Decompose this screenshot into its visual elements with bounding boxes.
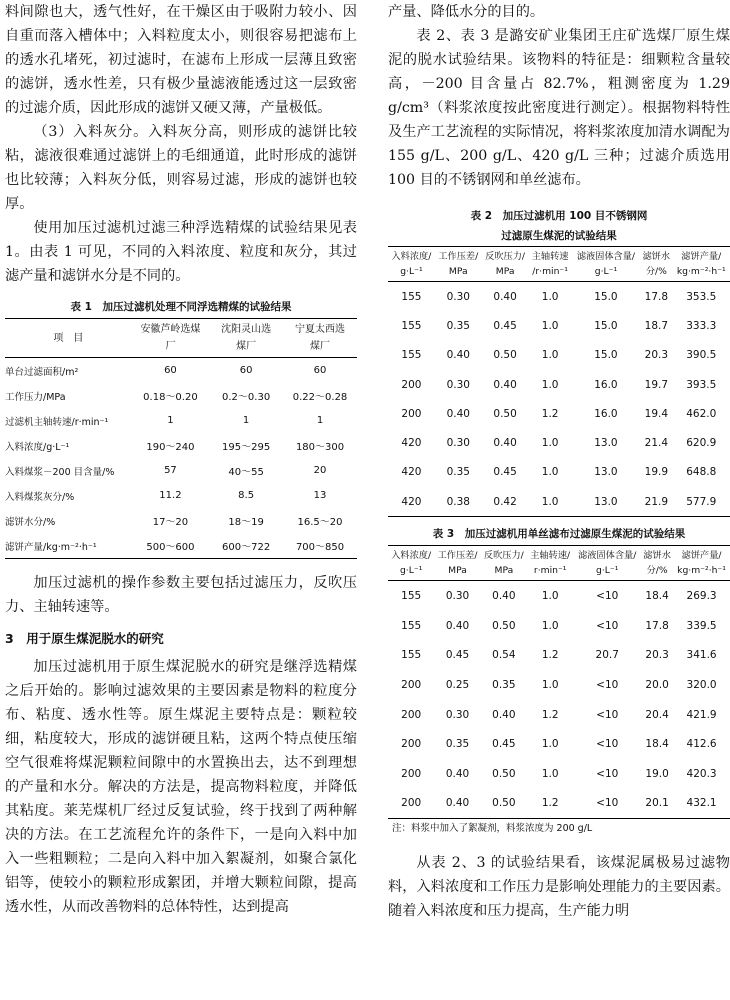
table-cell: 200 <box>401 797 422 810</box>
table-header-line: MPa <box>448 266 468 277</box>
table-header-line: 滤饼产量/ <box>681 251 722 262</box>
table-header-cell <box>388 546 434 581</box>
table-header-line: 滤饼产量/ <box>681 550 722 562</box>
table-header-line: 工作压差/ <box>437 550 478 562</box>
table-cell: 333.3 <box>686 319 717 332</box>
table-header-cell <box>527 546 573 581</box>
table3-note: 注：料浆中加入了絮凝剂，料浆浓度为 200 g/L <box>392 823 593 835</box>
table-cell: 200 <box>401 738 422 751</box>
table-cell: 700～850 <box>295 542 345 553</box>
table-cell: 1 <box>167 415 174 426</box>
table-cell: 339.5 <box>686 619 717 632</box>
left-column <box>5 0 357 1000</box>
table-row <box>388 700 730 730</box>
paragraph-tables-intro: 表 2、表 3 是潞安矿业集团王庄矿选煤厂原生煤泥的脱水试验结果。该物料的特征是：细颗粒含量较高，－200 目含量占 82.7%，粗测密度为 1.29 g/cm³（料浆浓度按此密度进行测定）。根据物料特性及生产工艺流程的实际情况，将料浆浓度加清水调配为 155 g/L、200 g/L、420 g/L 三种；过滤介质选用 100 目的不锈钢网和单丝滤布。 <box>388 28 730 188</box>
table-header-cell <box>673 247 730 282</box>
table-cell: 21.4 <box>644 437 669 450</box>
table-cell: 0.45 <box>493 319 517 332</box>
table-cell: 0.30 <box>445 590 470 603</box>
table-cell: <10 <box>596 590 619 603</box>
table-row <box>388 789 730 819</box>
table-cell: 13.0 <box>594 437 618 450</box>
table-header-line: kg·m⁻²·h⁻¹ <box>677 565 726 577</box>
table-header-cell <box>435 247 482 282</box>
table-cell: <10 <box>596 797 619 810</box>
table-header-line: 分/% <box>645 266 667 277</box>
table-header-line: 滤饼水 <box>642 251 671 262</box>
table-cell: 18.4 <box>645 738 669 751</box>
table3-body <box>388 581 730 819</box>
table-cell: 13.0 <box>594 466 618 479</box>
table-cell: 1.2 <box>541 797 559 810</box>
table-header-cell <box>640 247 672 282</box>
table-header-line: g·L⁻¹ <box>399 565 423 577</box>
table-row <box>388 399 730 428</box>
table-row <box>5 358 357 384</box>
table-cell: 0.35 <box>492 678 516 691</box>
table-row <box>388 311 730 340</box>
table-cell: 269.3 <box>686 590 717 603</box>
table-cell: 0.50 <box>492 797 516 810</box>
table-cell: 入料煤浆－200 目含量/% <box>5 466 115 478</box>
table-cell: 0.22～0.28 <box>292 392 348 403</box>
table-cell: 0.40 <box>492 590 516 603</box>
table-row <box>5 408 357 433</box>
table1-header-lingshan: 沈阳灵山选煤厂 <box>209 319 283 358</box>
table-cell: 341.6 <box>686 649 717 662</box>
table1-body <box>5 358 357 559</box>
table-cell: 0.18～0.20 <box>143 392 198 403</box>
table-cell: 1.0 <box>541 767 559 780</box>
table-cell: 13.0 <box>594 495 618 508</box>
paragraph-results-discussion: 从表 2、3 的试验结果看，该煤泥属极易过滤物料，入料浓度和工作压力是影响处理能力的主要因素。随着入料浓度和压力提高，生产能力明 <box>388 855 730 920</box>
table-cell: 462.0 <box>686 407 717 420</box>
table-row <box>5 458 357 483</box>
table-cell: 0.45 <box>492 738 516 751</box>
table-cell: 20.4 <box>645 708 669 721</box>
table-header-line: 滤液固体含量/ <box>576 251 636 262</box>
table-row <box>388 341 730 370</box>
table-cell: 420.3 <box>686 767 717 780</box>
table-cell: 390.5 <box>686 349 717 362</box>
table-header-cell <box>529 247 572 282</box>
table-cell: 15.0 <box>594 349 618 362</box>
table-row <box>388 487 730 517</box>
table-cell: 18.7 <box>644 319 669 332</box>
table1-caption: 表 1 加压过滤机处理不同浮选精煤的试验结果 <box>70 301 292 313</box>
table-header-cell <box>572 247 640 282</box>
paragraph-purpose: 产量、降低水分的目的。 <box>388 4 545 20</box>
table-cell: 滤饼产量/kg·m⁻²·h⁻¹ <box>5 541 97 553</box>
table2-caption-line2: 过滤原生煤泥的试验结果 <box>501 230 617 242</box>
table-cell: 1.0 <box>541 290 559 303</box>
table-cell: 0.38 <box>446 495 470 508</box>
table-cell: 320.0 <box>686 678 717 691</box>
table-header-line: 反吹压力/ <box>483 550 524 562</box>
table-cell: 0.50 <box>492 767 516 780</box>
table-cell: <10 <box>596 738 619 751</box>
table-cell: 195～295 <box>222 442 271 453</box>
table-cell: <10 <box>596 767 619 780</box>
table-cell: 0.30 <box>446 290 470 303</box>
table-cell: 200 <box>401 678 422 691</box>
table-cell: <10 <box>596 708 619 721</box>
table-cell: 420 <box>401 466 422 479</box>
table-row <box>388 729 730 759</box>
table-row <box>388 428 730 457</box>
paragraph-continuation: 料间隙也大，透气性好，在干燥区由于吸附力较小、因自重而落入槽体中；入料粒度太小，则很容易把滤布上的透水孔堵死，初过滤时，在滤布上形成一层薄且致密的滤饼，透水性差，只有极少量滤液能透过这一层致密的过滤介质，因此形成的滤饼又硬又薄，产量极低。 <box>5 4 357 116</box>
table-cell: 577.9 <box>686 495 717 508</box>
table-cell: 19.0 <box>645 767 669 780</box>
table1-header-taixi: 宁夏太西选煤厂 <box>283 319 357 358</box>
table-cell: 入料浓度/g·L⁻¹ <box>5 441 70 453</box>
table-cell: 0.40 <box>446 349 470 362</box>
table-cell: 8.5 <box>238 490 255 501</box>
table-header-line: 分/% <box>646 565 668 577</box>
table-cell: 1 <box>242 415 250 426</box>
table-cell: 18.4 <box>645 590 669 603</box>
table-cell: 工作压力/MPa <box>5 391 66 403</box>
table-cell: 滤饼水分/% <box>5 516 56 528</box>
table-cell: 15.0 <box>594 290 618 303</box>
table-cell: 0.35 <box>445 738 470 751</box>
table-header-cell <box>482 247 529 282</box>
table-cell: 0.35 <box>446 466 470 479</box>
table-header-cell <box>434 546 480 581</box>
table-cell: 13 <box>313 490 327 501</box>
table-header-line: r·min⁻¹ <box>533 565 567 577</box>
table-cell: 1.0 <box>541 738 559 751</box>
table-cell: 11.2 <box>159 490 182 501</box>
table-cell: <10 <box>596 678 619 691</box>
table1-header-row <box>5 319 357 358</box>
table3 <box>388 545 730 819</box>
table-cell: 1.0 <box>541 378 559 391</box>
table-cell: 0.30 <box>446 378 470 391</box>
table-cell: 0.40 <box>445 767 470 780</box>
table2 <box>388 246 730 517</box>
table-cell: 0.45 <box>445 649 470 662</box>
table-row <box>5 483 357 508</box>
table-cell: 155 <box>401 319 422 332</box>
table-cell: 0.30 <box>446 437 470 450</box>
table-header-cell <box>481 546 527 581</box>
table1-header-luling: 安徽芦岭选煤厂 <box>132 319 209 358</box>
table-row <box>388 581 730 611</box>
table-header-cell <box>388 247 435 282</box>
table-cell: 18～19 <box>228 517 264 528</box>
table-cell: 19.9 <box>644 466 669 479</box>
table-cell: 620.9 <box>686 437 717 450</box>
table-cell: 19.7 <box>644 378 669 391</box>
table-cell: 16.0 <box>594 407 618 420</box>
table-cell: 648.8 <box>686 466 717 479</box>
table-header-line: 反吹压力/ <box>485 251 526 262</box>
table-cell: 0.40 <box>493 378 517 391</box>
table-cell: 16.0 <box>594 378 618 391</box>
table-row <box>388 759 730 789</box>
table-cell: 200 <box>401 767 422 780</box>
table-cell: 200 <box>401 378 422 391</box>
table-cell: 1.2 <box>541 407 559 420</box>
table-header-line: MPa <box>494 565 514 577</box>
table-row <box>388 370 730 399</box>
table-cell: 200 <box>401 407 422 420</box>
table-cell: <10 <box>596 619 619 632</box>
table-cell: 20.1 <box>645 797 669 810</box>
paragraph-table1-intro: 使用加压过滤机过滤三种浮选精煤的试验结果见表 1。由表 1 可见，不同的入料浓度、粒度和灰分，其过滤产量和滤饼水分是不同的。 <box>5 220 357 284</box>
table-header-line: 入料浓度/ <box>391 251 432 262</box>
paragraph-feed-ash: （3）入料灰分。入料灰分高，则形成的滤饼比较粘，滤液很难通过滤饼上的毛细通道，此时形成的滤饼也比较薄；入料灰分低，则容易过滤，形成的滤饼也较厚。 <box>5 124 357 212</box>
table-cell: 17.8 <box>645 619 669 632</box>
table3-caption: 表 3 加压过滤机用单丝滤布过滤原生煤泥的试验结果 <box>432 528 686 541</box>
table-cell: 420 <box>401 495 422 508</box>
table-cell: 60 <box>239 365 253 376</box>
table-cell: 0.35 <box>446 319 470 332</box>
table-cell: 353.5 <box>686 290 717 303</box>
table-cell: 1.0 <box>541 619 559 632</box>
table1 <box>5 318 357 559</box>
table-cell: 0.54 <box>492 649 516 662</box>
table-cell: 420 <box>401 437 422 450</box>
table-cell: 0.50 <box>493 407 517 420</box>
table-header-cell <box>573 546 641 581</box>
table-cell: 21.9 <box>644 495 669 508</box>
table-cell: 0.30 <box>445 708 470 721</box>
table-cell: 1.2 <box>541 708 559 721</box>
table-cell: 200 <box>401 708 422 721</box>
table-cell: 1.0 <box>541 590 559 603</box>
table-cell: 60 <box>164 365 177 376</box>
table-row <box>5 383 357 408</box>
table-cell: 155 <box>401 590 422 603</box>
table-row <box>388 458 730 487</box>
table-cell: 155 <box>401 619 422 632</box>
table-cell: 0.45 <box>493 466 517 479</box>
table-cell: 190～240 <box>146 442 195 453</box>
table-cell: 0.40 <box>446 407 470 420</box>
table-cell: 20.0 <box>645 678 669 691</box>
paragraph-raw-slime-study: 加压过滤机用于原生煤泥脱水的研究是继浮选精煤之后开始的。影响过滤效果的主要因素是物料的粒度分布、粘度、透水性等。原生煤泥主要特点是：颗粒较细，粘度较大，形成的滤饼硬且粘，这两个特点使压缩空气很难将煤泥颗粒间隙中的水置换出去，达不到理想的产量和水分。解决的方法是，提高物料粒度，并降低其粘度。莱芜煤机厂经过反复试验，终于找到了两种解决的方法。在工艺流程允许的条件下，一是向入料中加入一些粗颗粒；二是向入料中加入絮凝剂，如聚合氯化铝等，使较小的颗粒形成絮团，并增大颗粒间隙，提高透水性，从而改善物料的总体特性，达到提高 <box>5 659 357 915</box>
table-header-line: g·L⁻¹ <box>400 266 423 277</box>
table-header-line: MPa <box>495 266 515 277</box>
table-cell: 15.0 <box>594 319 618 332</box>
table-cell: 1.0 <box>541 466 559 479</box>
table-cell: 155 <box>401 349 422 362</box>
table2-caption-line1: 表 2 加压过滤机用 100 目不锈钢网 <box>470 210 648 222</box>
paragraph-operating-params: 加压过滤机的操作参数主要包括过滤压力，反吹压力、主轴转速等。 <box>5 575 357 615</box>
table-cell: 过滤机主轴转速/r·min⁻¹ <box>5 416 109 428</box>
table-row <box>5 508 357 533</box>
table-cell: 入料煤浆灰分/% <box>5 491 75 503</box>
table-cell: 421.9 <box>686 708 717 721</box>
table-header-cell <box>641 546 673 581</box>
table-cell: 155 <box>401 649 422 662</box>
table-header-cell <box>673 546 730 581</box>
table-header-line: MPa <box>448 565 467 577</box>
table-cell: 1 <box>316 415 324 426</box>
table-header-line: g·L⁻¹ <box>594 266 618 277</box>
table-cell: 0.42 <box>493 495 517 508</box>
table-cell: 1.2 <box>541 649 559 662</box>
table-header-line: g·L⁻¹ <box>596 565 619 577</box>
table-cell: 1.0 <box>541 495 559 508</box>
table-header-line: 工作压差/ <box>438 251 479 262</box>
table-cell: 1.0 <box>541 437 559 450</box>
table-cell: 0.2～0.30 <box>222 392 271 403</box>
table-cell: 0.25 <box>445 678 470 691</box>
table-cell: 0.50 <box>492 619 516 632</box>
table2-header-row <box>388 247 730 282</box>
table-row <box>388 282 730 312</box>
table-cell: 20.3 <box>644 349 669 362</box>
table-cell: 393.5 <box>686 378 717 391</box>
table-header-line: 入料浓度/ <box>391 550 432 562</box>
table-cell: 17.8 <box>644 290 669 303</box>
table-cell: 17～20 <box>152 517 189 528</box>
table-cell: 500～600 <box>146 542 195 553</box>
table-cell: 40～55 <box>228 467 264 478</box>
table-header-line: 主轴转速/ <box>530 550 571 562</box>
table-cell: 0.40 <box>493 437 517 450</box>
table-cell: 0.40 <box>492 708 516 721</box>
table-cell: 1.0 <box>541 349 559 362</box>
table-cell: 0.40 <box>445 797 470 810</box>
table-header-line: 主轴转速 <box>531 251 569 262</box>
table1-header-item: 项 目 <box>5 319 132 358</box>
table-cell: 155 <box>401 290 422 303</box>
table-row <box>388 670 730 700</box>
table-header-line: kg·m⁻²·h⁻¹ <box>676 266 726 277</box>
table3-header-row <box>388 546 730 581</box>
table-cell: 1.0 <box>541 319 559 332</box>
table-cell: 1.0 <box>541 678 559 691</box>
table-cell: 412.6 <box>686 738 717 751</box>
table-header-line: 滤饼水 <box>643 550 671 562</box>
table-cell: 16.5～20 <box>297 517 343 528</box>
table-row <box>5 533 357 559</box>
table-cell: 60 <box>313 365 327 376</box>
table-cell: 432.1 <box>686 797 717 810</box>
table-cell: 600～722 <box>222 542 271 553</box>
table-cell: 0.50 <box>493 349 517 362</box>
table-cell: 单台过滤面积/m² <box>5 366 79 378</box>
table-cell: 19.4 <box>644 407 669 420</box>
table-cell: 20.3 <box>645 649 669 662</box>
table-row <box>5 433 357 458</box>
right-column <box>388 0 730 1000</box>
table-header-line: /r·min⁻¹ <box>532 266 568 277</box>
table-header-line: 滤液固体含量/ <box>578 550 637 562</box>
table-cell: 57 <box>164 465 177 476</box>
table-cell: 20 <box>313 465 327 476</box>
table-cell: 0.40 <box>445 619 470 632</box>
table-cell: 180～300 <box>295 442 345 453</box>
table-row <box>388 611 730 641</box>
section-3-heading: 3 用于原生煤泥脱水的研究 <box>5 631 164 646</box>
table-cell: 20.7 <box>595 649 619 662</box>
table-cell: 0.40 <box>493 290 517 303</box>
table2-body <box>388 282 730 517</box>
table-row <box>388 641 730 671</box>
